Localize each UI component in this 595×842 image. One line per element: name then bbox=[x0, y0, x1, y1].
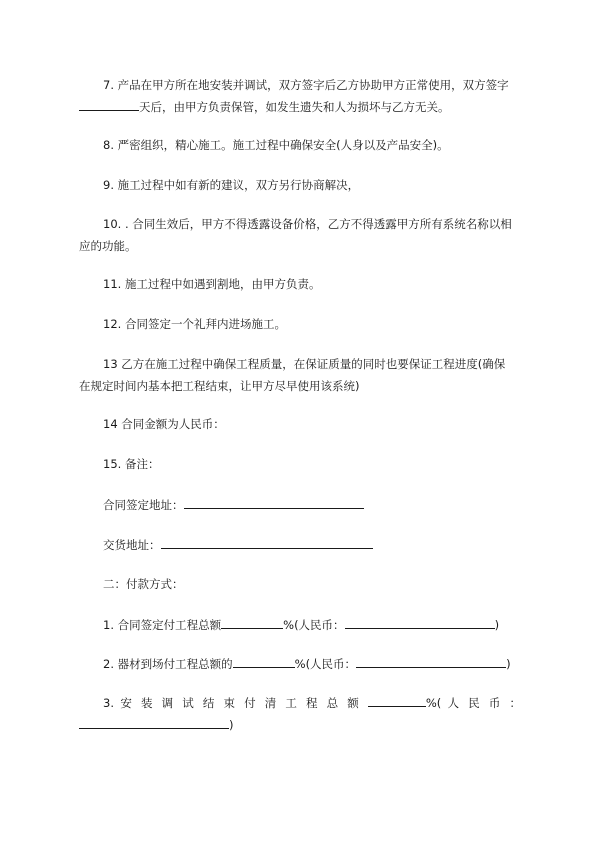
payment-item-1-label: 1. 合同签定付工程总额 bbox=[103, 618, 222, 632]
payment-item-2 bbox=[103, 653, 521, 675]
contract-address-label: 合同签定地址： bbox=[103, 498, 184, 512]
payment-item-3-label: 3. 安 装 调 试 结 束 付 清 工 程 总 额 bbox=[103, 696, 362, 710]
payment-item-2-percent-blank bbox=[233, 653, 295, 668]
clause-7-line-2-text: 天后，由甲方负责保管，如发生遗失和人为损坏与乙方无关。 bbox=[139, 100, 450, 114]
clause-13-line-2: 在规定时间内基本把工程结束，让甲方尽早使用该系统) bbox=[79, 379, 360, 393]
payment-item-3-rmb-label: %( 人 民 币 ： bbox=[425, 696, 521, 710]
payment-item-2-label: 2. 器材到场付工程总额的 bbox=[103, 657, 233, 671]
clause-7-line-1: 7. 产品在甲方所在地安装并调试，双方签字后乙方协助甲方正常使用，双方签字 bbox=[103, 78, 509, 92]
payment-item-2-rmb-label: %(人民币： bbox=[294, 657, 357, 671]
payment-item-1-percent-blank bbox=[221, 614, 283, 629]
payment-item-1-close: ) bbox=[494, 618, 500, 632]
payment-item-2-rmb-blank bbox=[356, 653, 506, 668]
clause-12: 12. 合同签定一个礼拜内进场施工。 bbox=[103, 317, 286, 331]
clause-7-line-2 bbox=[79, 96, 521, 118]
payment-item-3-rmb-blank bbox=[79, 714, 229, 729]
clause-11: 11. 施工过程中如遇到割地，由甲方负责。 bbox=[103, 277, 321, 291]
payment-item-2-close: ) bbox=[506, 657, 511, 671]
payment-item-3-percent-blank bbox=[368, 692, 426, 707]
payment-heading: 二：付款方式： bbox=[103, 577, 184, 591]
delivery-address-line bbox=[103, 534, 521, 556]
clause-14: 14 合同金额为人民币： bbox=[103, 417, 225, 431]
payment-item-1 bbox=[103, 614, 521, 636]
payment-item-3-line-2 bbox=[79, 714, 521, 736]
payment-item-1-rmb-blank bbox=[345, 614, 495, 629]
delivery-address-label: 交货地址： bbox=[103, 538, 161, 552]
clause-15: 15. 备注： bbox=[103, 457, 160, 471]
payment-item-1-rmb-label: %(人民币： bbox=[283, 618, 345, 632]
clause-10-line-2: 应的功能。 bbox=[79, 239, 137, 253]
payment-item-3-line-1 bbox=[103, 692, 521, 714]
payment-item-3-close: ) bbox=[229, 718, 234, 732]
clause-10-line-1: 10. . 合同生效后，甲方不得透露设备价格，乙方不得透露甲方所有系统名称以相 bbox=[103, 217, 512, 231]
contract-address-line bbox=[103, 494, 521, 516]
contract-address-blank bbox=[184, 494, 364, 509]
clause-13-line-1: 13 乙方在施工过程中确保工程质量，在保证质量的同时也要保证工程进度(确保 bbox=[103, 357, 506, 371]
delivery-address-blank bbox=[161, 534, 373, 549]
fill-blank-days bbox=[79, 96, 139, 111]
clause-9: 9. 施工过程中如有新的建议，双方另行协商解决， bbox=[103, 178, 360, 192]
clause-8: 8. 严密组织，精心施工。施工过程中确保安全(人身以及产品安全)。 bbox=[103, 138, 449, 152]
